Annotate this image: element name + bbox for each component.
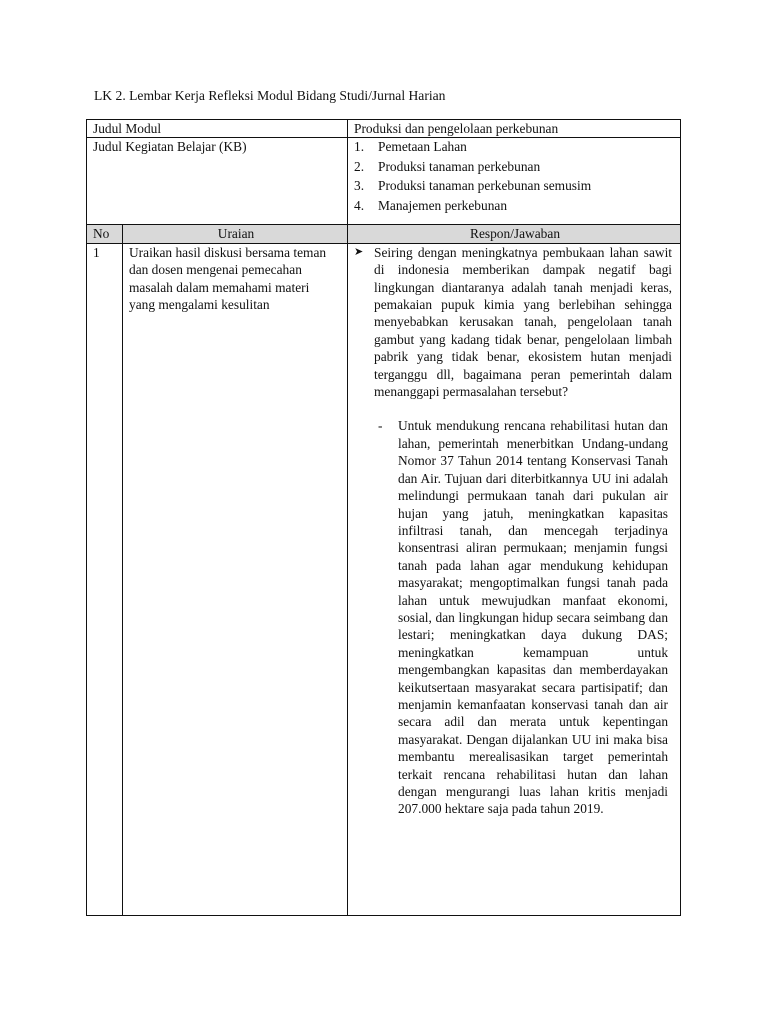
- kb-item: [354, 158, 676, 175]
- kb-list: [354, 138, 676, 214]
- respon-cell: [348, 243, 681, 915]
- answer-item: [354, 417, 676, 817]
- header-uraian: Uraian: [123, 225, 348, 243]
- header-respon: Respon/Jawaban: [348, 225, 681, 243]
- kb-item: [354, 138, 676, 155]
- question-text: Seiring dengan meningkatnya pembukaan lahan sawit di indonesia memberikan dampak negatif bagi lingkungan diantaranya adalah tanah menjadi keras, pemakaian pupuk kimia yang berlebihan sehingga menyebabkan kerusakan tanah, pengelolaan tanah gambut yang kadang tidak benar, pengelolaan limbah pabrik yang tidak benar, ekosistem hutan menjadi terganggu dll, bagaimana peran pemerintah dalam menanggapi permasalahan tersebut?: [374, 244, 673, 400]
- kb-item-text: Pemetaan Lahan: [378, 139, 467, 155]
- document-title: LK 2. Lembar Kerja Refleksi Modul Bidang Studi/Jurnal Harian: [94, 88, 446, 103]
- answer-text: Untuk mendukung rencana rehabilitasi hutan dan lahan, pemerintah menerbitkan Undang-undang Nomor 37 Tahun 2014 tentang Konservasi Tanah dan Air. Tujuan dari diterbitkannya UU ini adalah melindungi permukaan tanah dari pukulan air hujan yang jatuh, meningkatkan kapasitas infiltrasi tanah, dan mencegah terjadinya konsentrasi aliran permukaan; menjamin fungsi tanah pada lahan agar mendukung kehidupan masyarakat; mengoptimalkan fungsi tanah pada lahan untuk mewujudkan manfaat ekonomi, sosial, dan lingkungan hidup secara seimbang dan lestari; meningkatkan daya dukung DAS; meningkatkan kemampuan untuk mengembangkan kapasitas dan memberdayakan keikutsertaan masyarakat secara partisipatif; dan menjamin kemanfaatan konservasi tanah dan air secara adil dan merata untuk kepentingan masyarakat. Dengan dijalankan UU ini maka bisa membantu merealisasikan target pemerintah terkait rencana rehabilitasi hutan dan lahan dengan mengurangi luas lahan kritis menjadi 207.000 hektare saja pada tahun 2019.: [398, 418, 669, 817]
- arrow-bullet-icon: ➤: [354, 245, 364, 258]
- kb-item-number: 4.: [354, 197, 365, 213]
- kb-item: [354, 177, 676, 194]
- uraian-text: Uraikan hasil diskusi bersama teman dan dosen mengenai pemecahan masalah dalam memahami materi yang mengalami kesulitan: [129, 244, 327, 313]
- kb-item-number: 3.: [354, 178, 365, 194]
- kb-list-cell: [348, 138, 681, 225]
- judul-modul-label: Judul Modul: [87, 120, 348, 138]
- judul-kb-row: [87, 138, 681, 225]
- judul-modul-value: Produksi dan pengelolaan perkebunan: [348, 120, 681, 138]
- table-row: [87, 243, 681, 915]
- kb-item: [354, 197, 676, 214]
- kb-item-number: 1.: [354, 139, 365, 155]
- table-header-row: [87, 225, 681, 243]
- judul-modul-row: [87, 120, 681, 138]
- uraian-cell: [123, 243, 348, 915]
- kb-item-text: Manajemen perkebunan: [378, 197, 508, 213]
- dash-bullet-icon: -: [378, 418, 383, 434]
- kb-item-text: Produksi tanaman perkebunan: [378, 158, 541, 174]
- worksheet-table: [86, 119, 681, 916]
- row-number: 1: [87, 243, 123, 915]
- question-bullet: [354, 244, 676, 401]
- judul-kb-label: Judul Kegiatan Belajar (KB): [87, 138, 348, 225]
- kb-item-number: 2.: [354, 158, 365, 174]
- kb-item-text: Produksi tanaman perkebunan semusim: [378, 178, 592, 194]
- header-no: No: [87, 225, 123, 243]
